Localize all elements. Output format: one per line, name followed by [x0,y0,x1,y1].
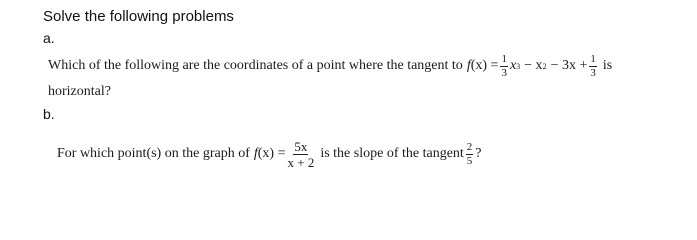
question-b-text-end: ? [475,146,482,161]
question-a-term-x: x [509,58,517,73]
question-a-fraction-2-numerator: 1 [590,52,596,65]
question-b-function-fraction [287,140,314,169]
heading: Solve the following problems [43,8,234,25]
question-a-text-before: Which of the following are the coordinates of a point where the tangent to [48,58,463,73]
question-b-slope-fraction [466,142,474,167]
question-b-slope-numerator: 2 [466,140,473,153]
question-a-function-arg: (x) = [470,58,499,73]
question-a-line-1 [48,50,612,82]
question-a-fraction-2 [589,54,597,79]
question-a-text-after: is [602,58,613,73]
question-b-fraction-numerator: 5x [294,138,308,154]
question-b-text-middle: is the slope of the tangent [320,146,464,161]
part-b-label: b. [43,106,55,122]
question-a-fraction-1-numerator: 1 [501,52,507,65]
question-a-exponent-3: 3 [516,61,521,71]
question-b-fraction-denominator: x + 2 [287,154,315,170]
question-a-fraction-1-denominator: 3 [501,66,507,79]
question-a-function-name: f [466,58,471,73]
question-b-slope-denominator: 5 [466,154,473,167]
question-a-line-2: horizontal? [48,84,111,99]
question-a-exponent-2: 2 [542,61,547,71]
question-b-line [57,136,482,172]
question-b-text-before: For which point(s) on the graph of [57,146,250,161]
question-a-term-linear: − 3x + [550,58,588,73]
question-a-term-minus-x: − x [524,58,543,73]
question-a-fraction-1 [500,54,508,79]
question-b-function-name: f [253,146,258,161]
question-b-function-arg: (x) = [257,146,286,161]
question-a-fraction-2-denominator: 3 [590,66,596,79]
part-a-label: a. [43,30,55,46]
